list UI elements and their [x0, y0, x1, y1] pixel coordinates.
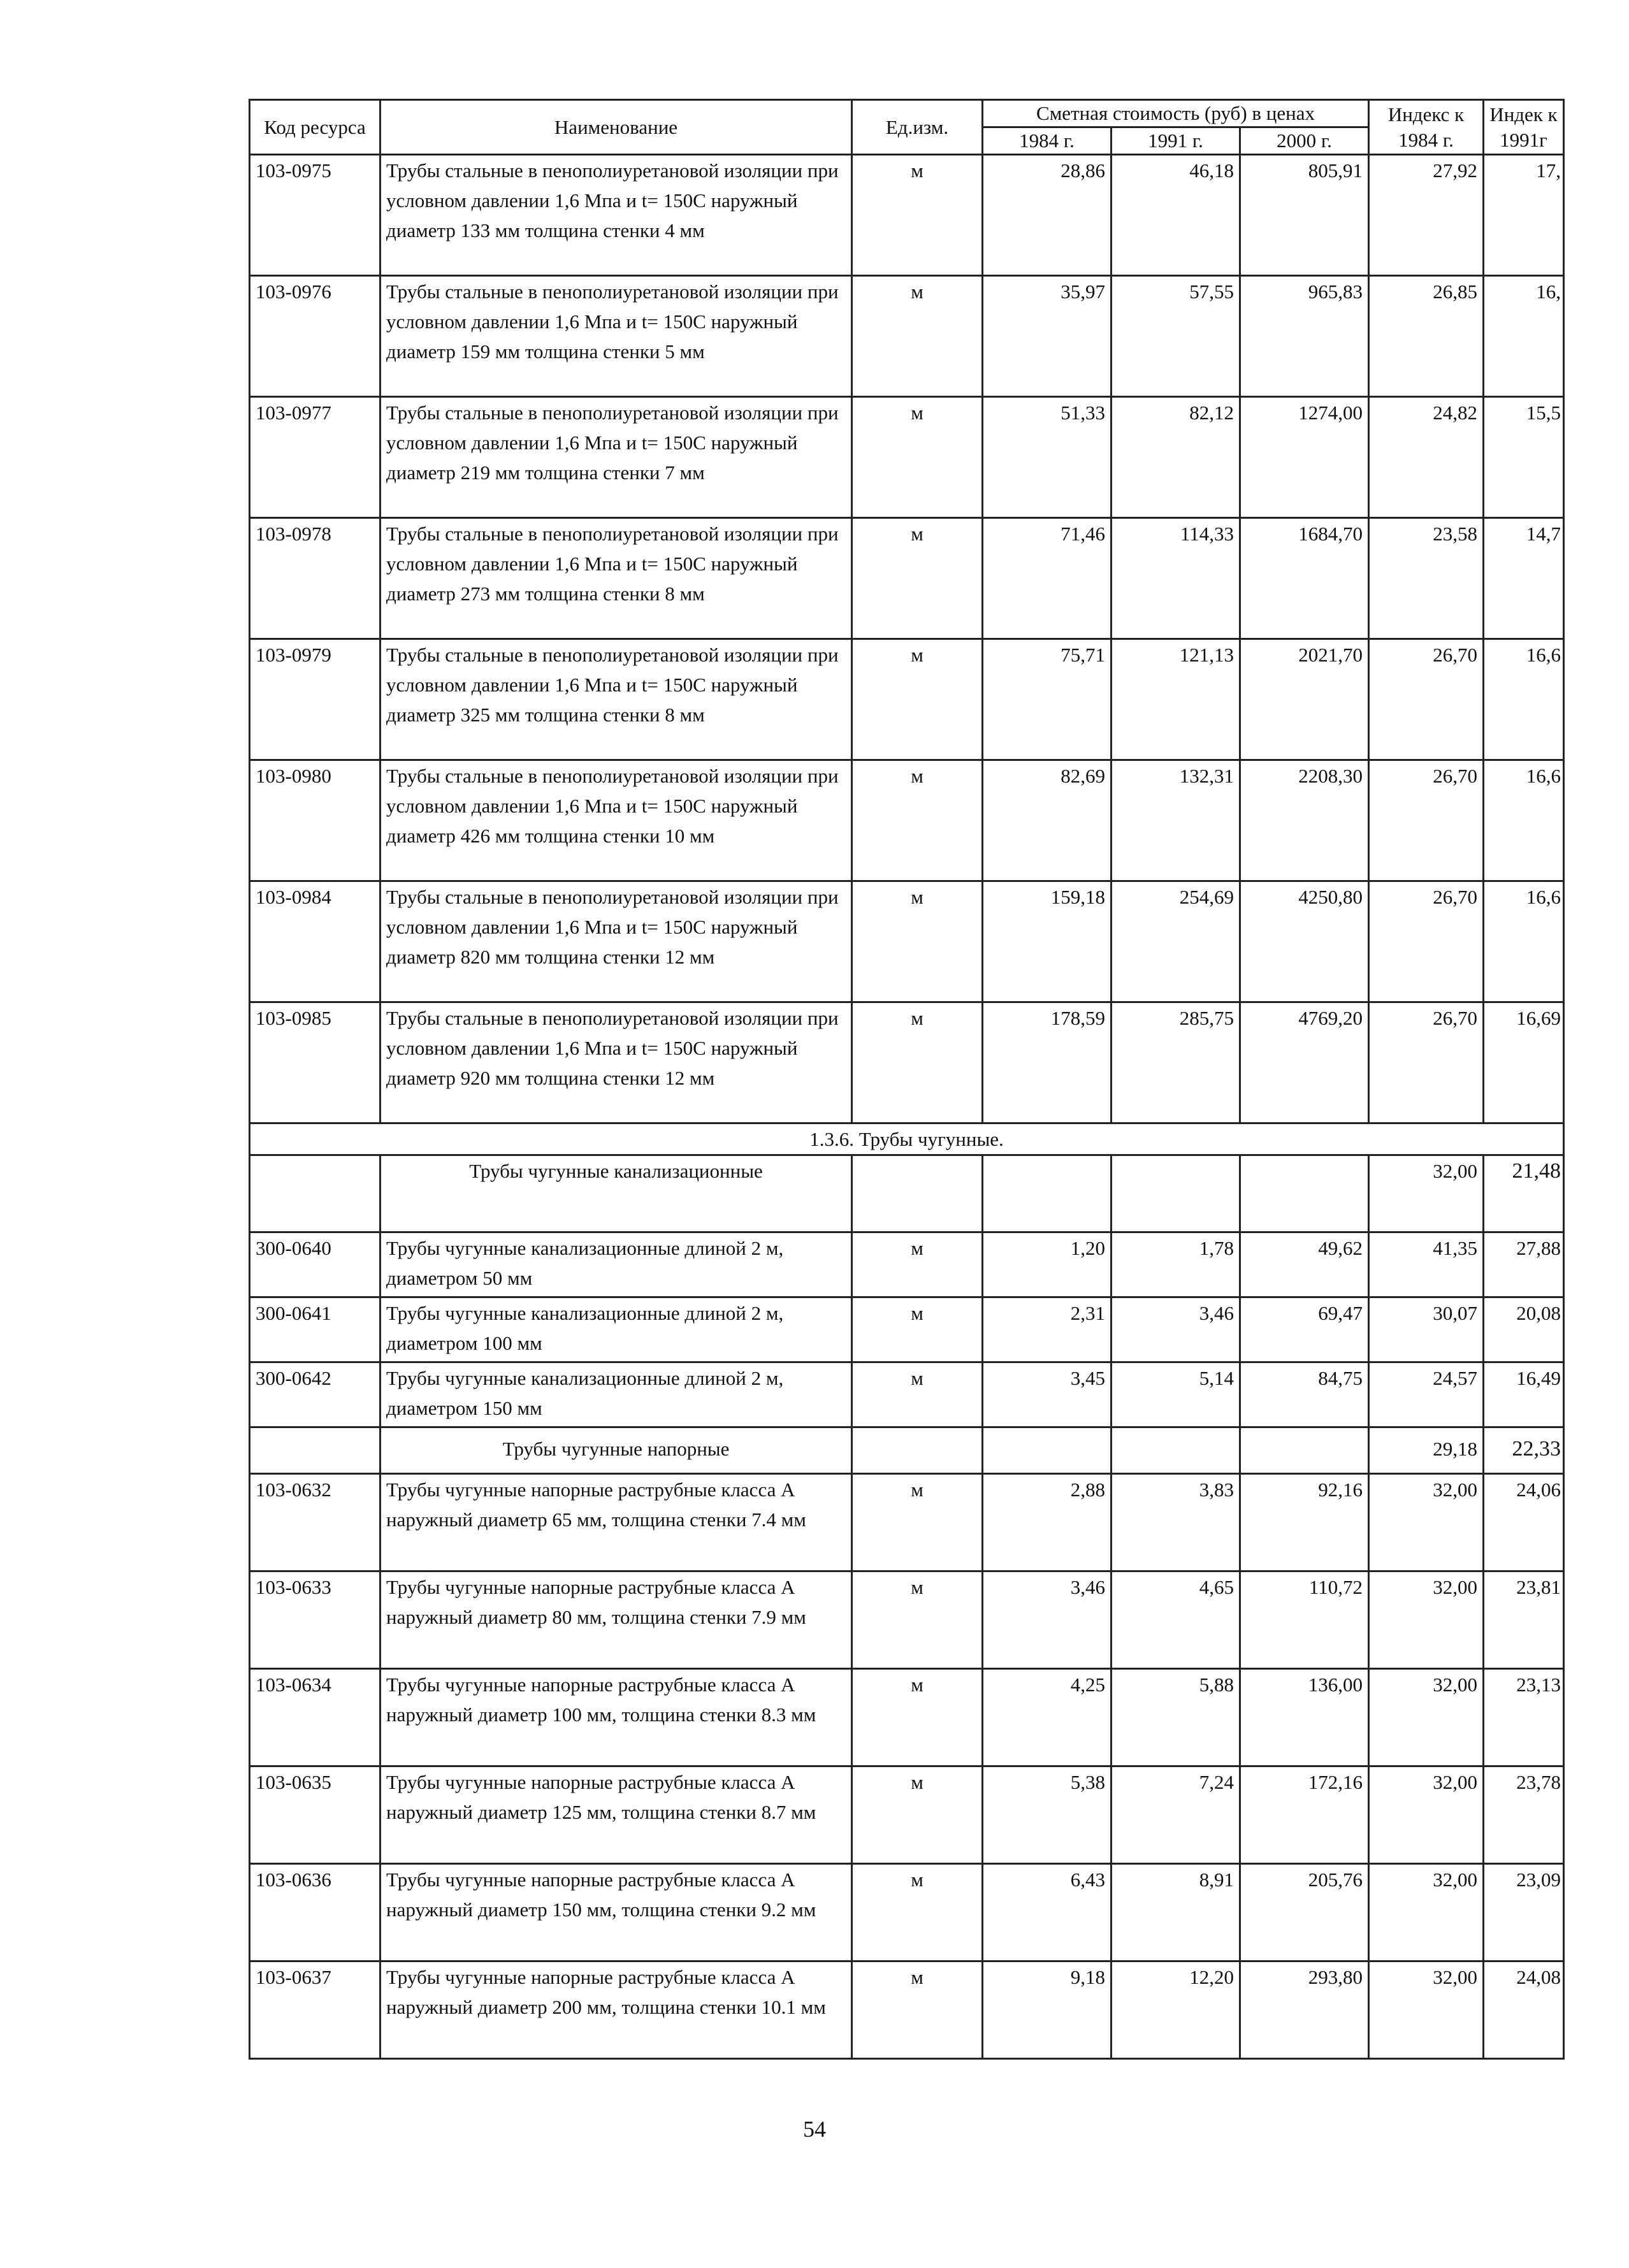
index-1991: 16,49 — [1484, 1362, 1564, 1427]
price-1991: 121,13 — [1111, 639, 1240, 760]
price-1984: 51,33 — [983, 397, 1111, 518]
price-1991: 46,18 — [1111, 155, 1240, 276]
index-1984: 32,00 — [1369, 1669, 1484, 1766]
price-1984: 1,20 — [983, 1232, 1111, 1297]
unit: м — [852, 1864, 983, 1961]
unit: м — [852, 1766, 983, 1864]
header-code: Код ресурса — [250, 100, 380, 155]
resource-name: Трубы чугунные напорные раструбные класса А наружный диаметр 125 мм, толщина стенки 8.7 мм — [380, 1766, 852, 1864]
unit: м — [852, 1571, 983, 1669]
price-1991: 12,20 — [1111, 1961, 1240, 2059]
header-year-1984: 1984 г. — [983, 127, 1111, 155]
price-2000: 293,80 — [1240, 1961, 1369, 2059]
price-1984: 4,25 — [983, 1669, 1111, 1766]
unit: м — [852, 1669, 983, 1766]
price-2000: 172,16 — [1240, 1766, 1369, 1864]
resource-name: Трубы чугунные напорные раструбные класса А наружный диаметр 150 мм, толщина стенки 9.2 мм — [380, 1864, 852, 1961]
header-index-1991: Индек к 1991г — [1484, 100, 1564, 155]
resource-code: 103-0976 — [250, 276, 380, 397]
table-row — [250, 1864, 1564, 1961]
table-row — [250, 1002, 1564, 1123]
price-2000: 84,75 — [1240, 1362, 1369, 1427]
price-2000: 205,76 — [1240, 1864, 1369, 1961]
price-1991: 132,31 — [1111, 760, 1240, 881]
resource-code: 300-0641 — [250, 1297, 380, 1362]
resource-name: Трубы стальные в пенополиуретановой изоляции при условном давлении 1,6 Мпа и t= 150C наружный диаметр 820 мм толщина стенки 12 мм — [380, 881, 852, 1002]
price-1984: 9,18 — [983, 1961, 1111, 2059]
table-row — [250, 639, 1564, 760]
resource-code: 103-0980 — [250, 760, 380, 881]
index-1991: 24,08 — [1484, 1961, 1564, 2059]
table-header-row — [250, 100, 1564, 127]
table-row — [250, 276, 1564, 397]
index-1991: 16,6 — [1484, 760, 1564, 881]
unit: м — [852, 760, 983, 881]
price-1984: 5,38 — [983, 1766, 1111, 1864]
index-1984: 26,70 — [1369, 881, 1484, 1002]
price-1991: 7,24 — [1111, 1766, 1240, 1864]
resource-name: Трубы стальные в пенополиуретановой изоляции при условном давлении 1,6 Мпа и t= 150C наружный диаметр 159 мм толщина стенки 5 мм — [380, 276, 852, 397]
resource-code: 103-0979 — [250, 639, 380, 760]
index-1984: 32,00 — [1369, 1571, 1484, 1669]
index-1984: 32,00 — [1369, 1766, 1484, 1864]
index-1984: 32,00 — [1369, 1474, 1484, 1571]
price-1991: 5,88 — [1111, 1669, 1240, 1766]
resource-name: Трубы стальные в пенополиуретановой изоляции при условном давлении 1,6 Мпа и t= 150C наружный диаметр 133 мм толщина стенки 4 мм — [380, 155, 852, 276]
index-1991: 27,88 — [1484, 1232, 1564, 1297]
index-1991: 14,7 — [1484, 518, 1564, 639]
unit: м — [852, 1961, 983, 2059]
section-title-body — [250, 1123, 1564, 1232]
price-2000: 4250,80 — [1240, 881, 1369, 1002]
index-1984: 23,58 — [1369, 518, 1484, 639]
resource-name: Трубы чугунные канализационные длиной 2 м, диаметром 50 мм — [380, 1232, 852, 1297]
table-row — [250, 155, 1564, 276]
index-1984: 24,82 — [1369, 397, 1484, 518]
price-2000: 1684,70 — [1240, 518, 1369, 639]
resource-code: 300-0640 — [250, 1232, 380, 1297]
group-row-pressure — [250, 1427, 1564, 1474]
group-title-pressure: Трубы чугунные напорные — [380, 1427, 852, 1474]
price-2000: 69,47 — [1240, 1297, 1369, 1362]
unit: м — [852, 1297, 983, 1362]
price-1991: 285,75 — [1111, 1002, 1240, 1123]
group-index-1984-sewer: 32,00 — [1369, 1155, 1484, 1232]
price-1984: 2,88 — [983, 1474, 1111, 1571]
price-2000: 1274,00 — [1240, 397, 1369, 518]
price-1991: 3,83 — [1111, 1474, 1240, 1571]
unit: м — [852, 1362, 983, 1427]
index-1991: 24,06 — [1484, 1474, 1564, 1571]
sewer-pipes-body — [250, 1232, 1564, 1427]
index-1991: 17, — [1484, 155, 1564, 276]
table-row — [250, 518, 1564, 639]
table-row — [250, 881, 1564, 1002]
price-1984: 28,86 — [983, 155, 1111, 276]
resource-name: Трубы чугунные канализационные длиной 2 м, диаметром 150 мм — [380, 1362, 852, 1427]
resource-name: Трубы чугунные канализационные длиной 2 м, диаметром 100 мм — [380, 1297, 852, 1362]
resource-code: 103-0984 — [250, 881, 380, 1002]
price-1991: 57,55 — [1111, 276, 1240, 397]
group-row-sewer — [250, 1155, 1564, 1232]
price-1984: 3,46 — [983, 1571, 1111, 1669]
steel-pipes-body — [250, 155, 1564, 1123]
resource-name: Трубы чугунные напорные раструбные класса А наружный диаметр 100 мм, толщина стенки 8.3 мм — [380, 1669, 852, 1766]
index-1991: 23,09 — [1484, 1864, 1564, 1961]
price-1984: 3,45 — [983, 1362, 1111, 1427]
header-cost-group: Сметная стоимость (руб) в ценах — [983, 100, 1369, 127]
table-row — [250, 397, 1564, 518]
index-1984: 32,00 — [1369, 1864, 1484, 1961]
unit: м — [852, 1232, 983, 1297]
resource-code: 300-0642 — [250, 1362, 380, 1427]
price-1991: 3,46 — [1111, 1297, 1240, 1362]
index-1991: 20,08 — [1484, 1297, 1564, 1362]
group-title-sewer: Трубы чугунные канализационные — [380, 1155, 852, 1232]
section-title: 1.3.6. Трубы чугунные. — [250, 1123, 1564, 1155]
price-1984: 82,69 — [983, 760, 1111, 881]
price-2000: 92,16 — [1240, 1474, 1369, 1571]
price-1984: 71,46 — [983, 518, 1111, 639]
table-row — [250, 1297, 1564, 1362]
table-row — [250, 760, 1564, 881]
unit: м — [852, 276, 983, 397]
resource-code: 103-0977 — [250, 397, 380, 518]
page-number: 54 — [803, 2116, 826, 2142]
table-row — [250, 1362, 1564, 1427]
index-1991: 16, — [1484, 276, 1564, 397]
price-1991: 4,65 — [1111, 1571, 1240, 1669]
table-row — [250, 1669, 1564, 1766]
index-1984: 32,00 — [1369, 1961, 1484, 2059]
unit: м — [852, 881, 983, 1002]
section-title-row — [250, 1123, 1564, 1155]
header-year-1991: 1991 г. — [1111, 127, 1240, 155]
index-1991: 15,5 — [1484, 397, 1564, 518]
price-2000: 805,91 — [1240, 155, 1369, 276]
price-2000: 965,83 — [1240, 276, 1369, 397]
price-2000: 4769,20 — [1240, 1002, 1369, 1123]
index-1984: 26,70 — [1369, 760, 1484, 881]
resource-code: 103-0633 — [250, 1571, 380, 1669]
price-1991: 82,12 — [1111, 397, 1240, 518]
price-1991: 5,14 — [1111, 1362, 1240, 1427]
table-row — [250, 1766, 1564, 1864]
table-row — [250, 1474, 1564, 1571]
pressure-group-body — [250, 1427, 1564, 1474]
pressure-pipes-body — [250, 1474, 1564, 2059]
header-name: Наименование — [380, 100, 852, 155]
index-1991: 16,69 — [1484, 1002, 1564, 1123]
unit: м — [852, 155, 983, 276]
table-row — [250, 1571, 1564, 1669]
resource-name: Трубы чугунные напорные раструбные класса А наружный диаметр 80 мм, толщина стенки 7.9 мм — [380, 1571, 852, 1669]
resource-code: 103-0634 — [250, 1669, 380, 1766]
group-index-1991-pressure: 22,33 — [1484, 1427, 1564, 1474]
resource-name: Трубы стальные в пенополиуретановой изоляции при условном давлении 1,6 Мпа и t= 150C наружный диаметр 426 мм толщина стенки 10 мм — [380, 760, 852, 881]
resource-code: 103-0637 — [250, 1961, 380, 2059]
resource-code: 103-0636 — [250, 1864, 380, 1961]
header-year-2000: 2000 г. — [1240, 127, 1369, 155]
unit: м — [852, 518, 983, 639]
unit: м — [852, 397, 983, 518]
resource-name: Трубы стальные в пенополиуретановой изоляции при условном давлении 1,6 Мпа и t= 150C наружный диаметр 920 мм толщина стенки 12 мм — [380, 1002, 852, 1123]
price-2000: 110,72 — [1240, 1571, 1369, 1669]
price-2000: 136,00 — [1240, 1669, 1369, 1766]
table-row — [250, 1961, 1564, 2059]
unit: м — [852, 1002, 983, 1123]
index-1984: 27,92 — [1369, 155, 1484, 276]
price-1984: 35,97 — [983, 276, 1111, 397]
price-1984: 6,43 — [983, 1864, 1111, 1961]
index-1991: 23,13 — [1484, 1669, 1564, 1766]
price-1991: 254,69 — [1111, 881, 1240, 1002]
header-index-1984: Индекс к 1984 г. — [1369, 100, 1484, 155]
group-index-1984-pressure: 29,18 — [1369, 1427, 1484, 1474]
index-1991: 16,6 — [1484, 881, 1564, 1002]
unit: м — [852, 639, 983, 760]
index-1984: 26,70 — [1369, 1002, 1484, 1123]
index-1984: 24,57 — [1369, 1362, 1484, 1427]
price-1991: 8,91 — [1111, 1864, 1240, 1961]
price-2000: 49,62 — [1240, 1232, 1369, 1297]
resource-name: Трубы стальные в пенополиуретановой изоляции при условном давлении 1,6 Мпа и t= 150C наружный диаметр 325 мм толщина стенки 8 мм — [380, 639, 852, 760]
index-1984: 30,07 — [1369, 1297, 1484, 1362]
resource-code: 103-0635 — [250, 1766, 380, 1864]
index-1984: 26,85 — [1369, 276, 1484, 397]
index-1984: 41,35 — [1369, 1232, 1484, 1297]
index-1991: 23,78 — [1484, 1766, 1564, 1864]
resource-code: 103-0975 — [250, 155, 380, 276]
price-1984: 159,18 — [983, 881, 1111, 1002]
table-row — [250, 1232, 1564, 1297]
resource-name: Трубы стальные в пенополиуретановой изоляции при условном давлении 1,6 Мпа и t= 150C наружный диаметр 219 мм толщина стенки 7 мм — [380, 397, 852, 518]
resource-name: Трубы стальные в пенополиуретановой изоляции при условном давлении 1,6 Мпа и t= 150C наружный диаметр 273 мм толщина стенки 8 мм — [380, 518, 852, 639]
price-2000: 2208,30 — [1240, 760, 1369, 881]
price-1991: 1,78 — [1111, 1232, 1240, 1297]
index-1984: 26,70 — [1369, 639, 1484, 760]
group-index-1991-sewer: 21,48 — [1484, 1155, 1564, 1232]
price-1984: 75,71 — [983, 639, 1111, 760]
price-1984: 2,31 — [983, 1297, 1111, 1362]
resource-code: 103-0632 — [250, 1474, 380, 1571]
resource-name: Трубы чугунные напорные раструбные класса А наружный диаметр 200 мм, толщина стенки 10.1 мм — [380, 1961, 852, 2059]
index-1991: 23,81 — [1484, 1571, 1564, 1669]
resource-code: 103-0985 — [250, 1002, 380, 1123]
price-1991: 114,33 — [1111, 518, 1240, 639]
resource-name: Трубы чугунные напорные раструбные класса А наружный диаметр 65 мм, толщина стенки 7.4 мм — [380, 1474, 852, 1571]
header-unit: Ед.изм. — [852, 100, 983, 155]
price-2000: 2021,70 — [1240, 639, 1369, 760]
resource-code: 103-0978 — [250, 518, 380, 639]
price-table — [249, 99, 1565, 2060]
index-1991: 16,6 — [1484, 639, 1564, 760]
price-1984: 178,59 — [983, 1002, 1111, 1123]
unit: м — [852, 1474, 983, 1571]
